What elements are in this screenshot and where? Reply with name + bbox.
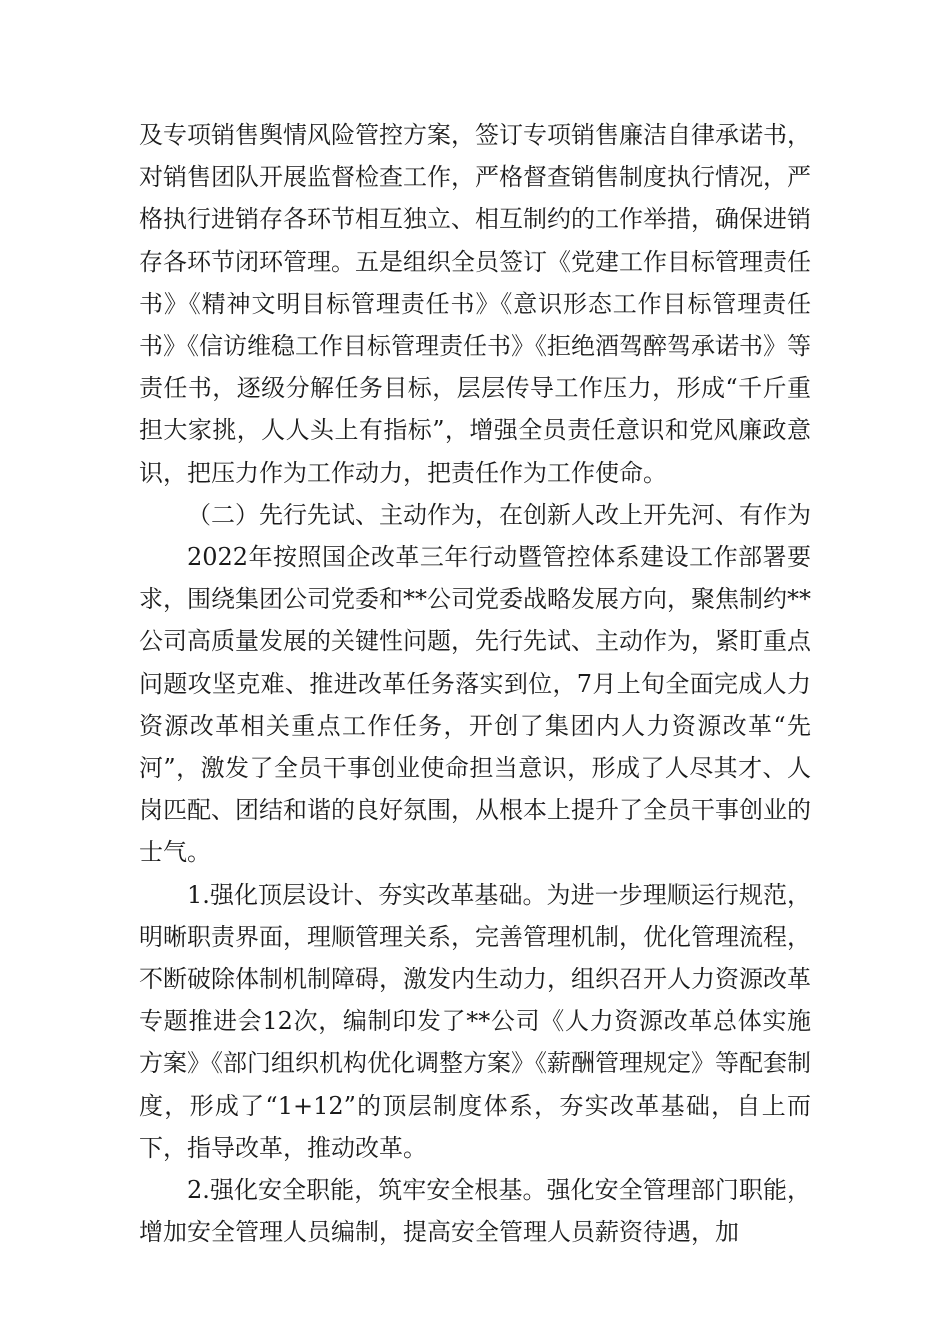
document-body xyxy=(139,114,811,1253)
paragraph-item-1: 1.强化顶层设计、夯实改革基础。为进一步理顺运行规范，明晰职责界面，理顺管理关系，完善管理机制，优化管理流程，不断破除体制机制障碍，激发内生动力，组织召开人力资源改革专题推进会12次，编制印发了**公司《人力资源改革总体实施方案》《部门组织机构优化调整方案》《薪酬管理规定》等配套制度，形成了“1+12”的顶层制度体系，夯实改革基础，自上而下，指导改革，推动改革。 xyxy=(139,880,811,1162)
paragraph-continuation: 及专项销售舆情风险管控方案，签订专项销售廉洁自律承诺书，对销售团队开展监督检查工作，严格督查销售制度执行情况，严格执行进销存各环节相互独立、相互制约的工作举措，确保进销存各环节闭环管理。五是组织全员签订《党建工作目标管理责任书》《精神文明目标管理责任书》《意识形态工作目标管理责任书》《信访维稳工作目标管理责任书》《拒绝酒驾醉驾承诺书》等责任书，逐级分解任务目标，层层传导工作压力，形成“千斤重担大家挑，人人头上有指标”，增强全员责任意识和党风廉政意识，把压力作为工作动力，把责任作为工作使命。 xyxy=(139,121,811,487)
paragraph-overview: 2022年按照国企改革三年行动暨管控体系建设工作部署要求，围绕集团公司党委和**公司党委战略发展方向，聚焦制约**公司高质量发展的关键性问题，先行先试、主动作为，紧盯重点问题攻坚克难、推进改革任务落实到位，7月上旬全面完成人力资源改革相关重点工作任务，开创了集团内人力资源改革“先河”，激发了全员干事创业使命担当意识，形成了人尽其才、人岗匹配、团结和谐的良好氛围，从根本上提升了全员干事创业的士气。 xyxy=(139,543,811,867)
section-heading: （二）先行先试、主动作为，在创新人改上开先河、有作为 xyxy=(187,500,811,529)
paragraph-item-2: 2.强化安全职能，筑牢安全根基。强化安全管理部门职能，增加安全管理人员编制，提高安全管理人员薪资待遇，加 xyxy=(139,1176,811,1247)
